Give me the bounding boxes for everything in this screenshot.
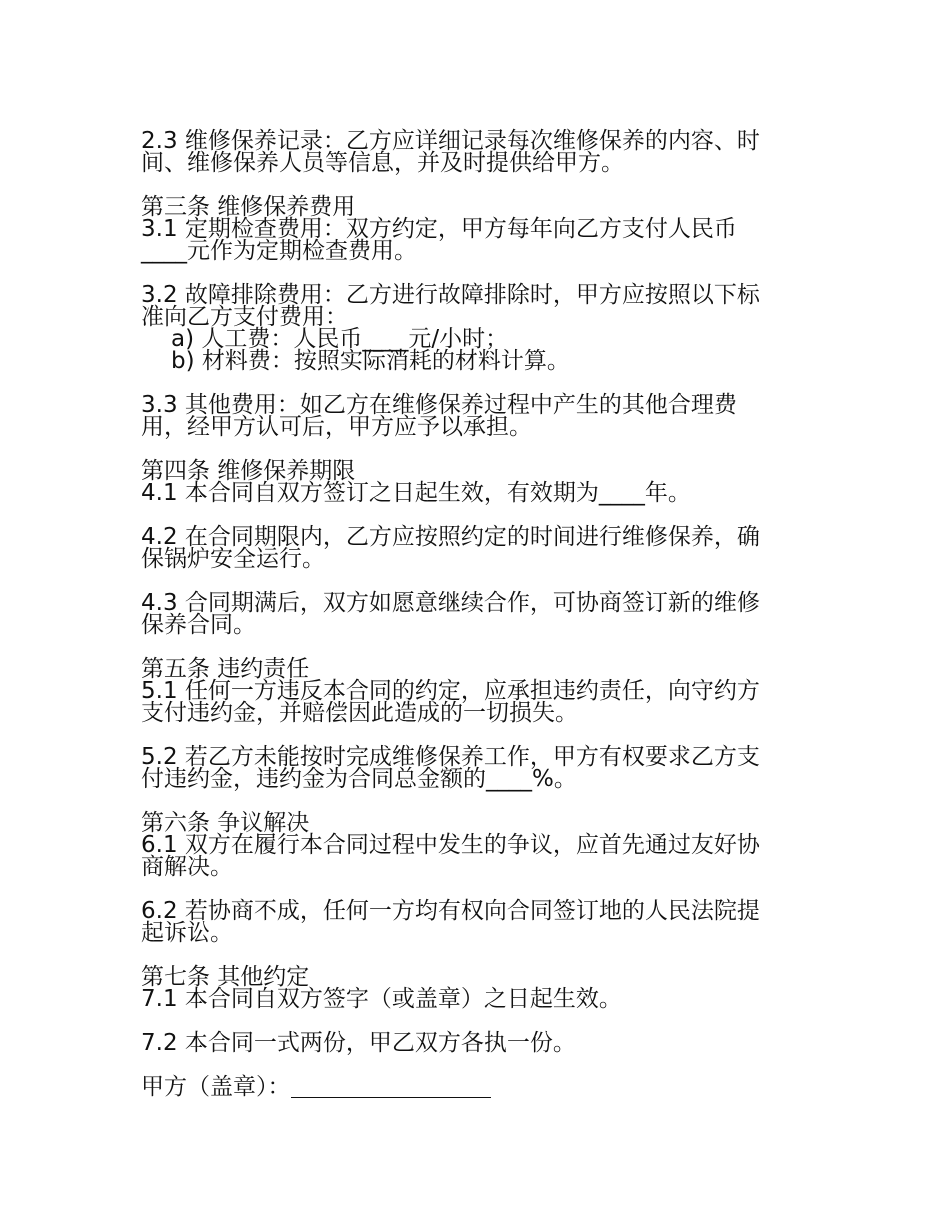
article-7-heading: 第七条 其他约定 — [141, 964, 310, 990]
clause-3-2-b: b) 材料费：按照实际消耗的材料计算。 — [171, 348, 570, 374]
clause-4-2 — [141, 526, 811, 570]
clause-7-2: 7.2 本合同一式两份，甲乙双方各执一份。 — [141, 1030, 576, 1056]
article-5-heading: 第五条 违约责任 — [141, 656, 310, 682]
clause-line: 4.3 合同期满后，双方如愿意继续合作，可协商签订新的维修 — [141, 590, 760, 616]
clause-7-1: 7.1 本合同自双方签字（或盖章）之日起生效。 — [141, 986, 622, 1012]
clause-line: 起诉讼。 — [141, 920, 233, 946]
party-a-signature — [141, 1076, 811, 1098]
clause-4-1: 4.1 本合同自双方签订之日起生效，有效期为____年。 — [141, 480, 691, 506]
clause-line: 5.2 若乙方未能按时完成维修保养工作，甲方有权要求乙方支 — [141, 744, 760, 770]
clause-line: 支付违约金，并赔偿因此造成的一切损失。 — [141, 700, 578, 726]
clause-line: 6.1 双方在履行本合同过程中发生的争议，应首先通过友好协 — [141, 832, 760, 858]
article-6-heading: 第六条 争议解决 — [141, 810, 310, 836]
clause-line: 3.3 其他费用：如乙方在维修保养过程中产生的其他合理费 — [141, 392, 737, 418]
clause-line: 5.1 任何一方违反本合同的约定，应承担违约责任，向守约方 — [141, 678, 760, 704]
clause-line: 6.2 若协商不成，任何一方均有权向合同签订地的人民法院提 — [141, 898, 760, 924]
clause-3-1 — [141, 218, 811, 262]
clause-line: ____元作为定期检查费用。 — [141, 238, 417, 264]
clause-2-3 — [141, 130, 811, 174]
clause-5-1 — [141, 680, 811, 724]
clause-line: 4.2 在合同期限内，乙方应按照约定的时间进行维修保养，确 — [141, 524, 760, 550]
party-a-signature-line[interactable] — [291, 1077, 491, 1098]
clause-5-2 — [141, 746, 811, 790]
clause-line: 保养合同。 — [141, 612, 256, 638]
clause-line: 3.1 定期检查费用：双方约定，甲方每年向乙方支付人民币 — [141, 216, 737, 242]
contract-page — [141, 130, 811, 1098]
clause-3-2-a: a) 人工费：人民币____元/小时； — [171, 326, 509, 352]
clause-line: 3.2 故障排除费用：乙方进行故障排除时，甲方应按照以下标 — [141, 282, 760, 308]
clause-line: 用，经甲方认可后，甲方应予以承担。 — [141, 414, 532, 440]
clause-line: 间、维修保养人员等信息，并及时提供给甲方。 — [141, 150, 624, 176]
clause-6-2 — [141, 900, 811, 944]
clause-line: 付违约金，违约金为合同总金额的____%。 — [141, 766, 577, 792]
clause-line: 准向乙方支付费用： — [141, 304, 348, 330]
article-4-heading: 第四条 维修保养期限 — [141, 458, 356, 484]
clause-line: 商解决。 — [141, 854, 233, 880]
clause-3-2 — [141, 284, 811, 328]
clause-line: 2.3 维修保养记录：乙方应详细记录每次维修保养的内容、时 — [141, 128, 760, 154]
clause-line: 保锅炉安全运行。 — [141, 546, 325, 572]
party-a-label: 甲方（盖章）： — [141, 1074, 291, 1100]
clause-6-1 — [141, 834, 811, 878]
article-3-heading: 第三条 维修保养费用 — [141, 194, 356, 220]
clause-3-3 — [141, 394, 811, 438]
clause-4-3 — [141, 592, 811, 636]
